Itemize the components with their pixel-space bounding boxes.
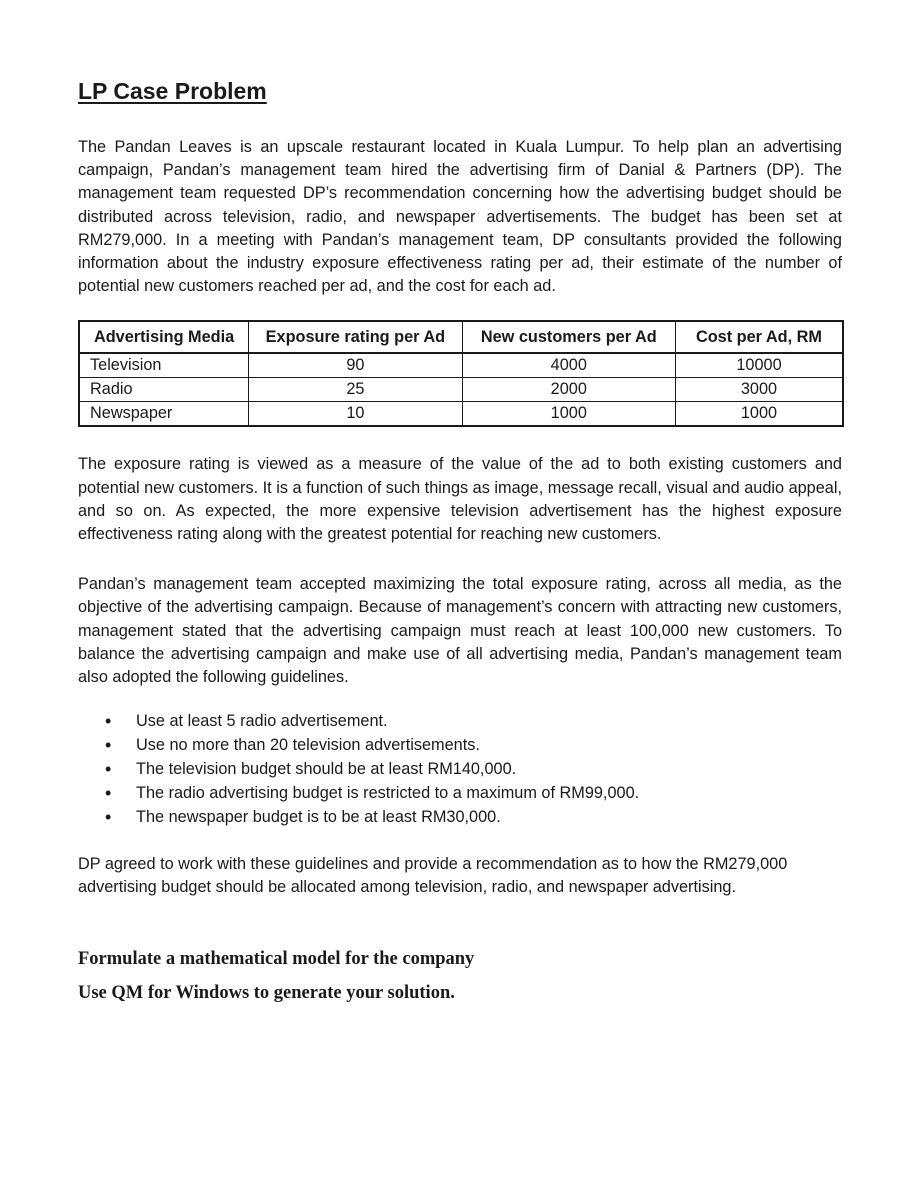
guideline-text: Use no more than 20 television advertisements.: [136, 736, 480, 755]
cell-exposure: 90: [249, 353, 462, 378]
bullet-icon: •: [105, 759, 112, 780]
task-qm-solution: Use QM for Windows to generate your solution.: [78, 982, 455, 1003]
document-page: [78, 76, 842, 1010]
cell-customers: 1000: [462, 402, 675, 427]
header-exposure: Exposure rating per Ad: [249, 321, 462, 353]
cell-media: Newspaper: [79, 402, 249, 427]
objective-paragraph: Pandan’s management team accepted maximizing the total exposure rating, across all media, as the objective of the advertising campaign. Because of management’s concern with attracting new customers, management stated that the advertising campaign must reach at least 100,000 new customers. To balance the advertising campaign and make use of all advertising media, Pandan’s management team also adopted the following guidelines.: [78, 575, 842, 687]
bullet-icon: •: [105, 735, 112, 756]
header-customers: New customers per Ad: [462, 321, 675, 353]
header-cost: Cost per Ad, RM: [675, 321, 843, 353]
cell-media: Radio: [79, 378, 249, 402]
list-item: [105, 757, 842, 781]
cell-cost: 1000: [675, 402, 843, 427]
table-header-row: [79, 321, 843, 353]
task-formulate: Formulate a mathematical model for the company: [78, 948, 475, 969]
cell-exposure: 10: [249, 402, 462, 427]
intro-paragraph: The Pandan Leaves is an upscale restaurant located in Kuala Lumpur. To help plan an advertising campaign, Pandan’s management team hired the advertising firm of Danial & Partners (DP). The management team requested DP’s recommendation concerning how the advertising budget should be distributed across television, radio, and newspaper advertisements. The budget has been set at RM279,000. In a meeting with Pandan’s management team, DP consultants provided the following information about the industry exposure effectiveness rating per ad, their estimate of the number of potential new customers reached per ad, and the cost for each ad.: [78, 138, 842, 296]
exposure-paragraph: The exposure rating is viewed as a measure of the value of the ad to both existing customers and potential new customers. It is a function of such things as image, message recall, visual and audio appeal, and so on. As expected, the more expensive television advertisement has the highest exposure effectiveness rating along with the greatest potential for reaching new customers.: [78, 455, 842, 544]
bullet-icon: •: [105, 783, 112, 804]
bullet-icon: •: [105, 711, 112, 732]
list-item: [105, 805, 842, 829]
header-media: Advertising Media: [79, 321, 249, 353]
cell-exposure: 25: [249, 378, 462, 402]
guidelines-list: [78, 709, 842, 829]
cell-cost: 3000: [675, 378, 843, 402]
bullet-icon: •: [105, 807, 112, 828]
table-row: [79, 378, 843, 402]
cell-media: Television: [79, 353, 249, 378]
guideline-text: The newspaper budget is to be at least RM30,000.: [136, 808, 501, 827]
conclusion-paragraph: DP agreed to work with these guidelines and provide a recommendation as to how the RM279,000 advertising budget should be allocated among television, radio, and newspaper advertising.: [78, 855, 788, 897]
task-instructions: [78, 942, 842, 1010]
guideline-text: The radio advertising budget is restricted to a maximum of RM99,000.: [136, 784, 640, 803]
list-item: [105, 709, 842, 733]
guideline-text: The television budget should be at least RM140,000.: [136, 760, 517, 779]
page-title: LP Case Problem: [78, 78, 267, 104]
cell-customers: 4000: [462, 353, 675, 378]
table-row: [79, 353, 843, 378]
list-item: [105, 733, 842, 757]
media-table: [78, 320, 844, 427]
cell-customers: 2000: [462, 378, 675, 402]
list-item: [105, 781, 842, 805]
table-row: [79, 402, 843, 427]
cell-cost: 10000: [675, 353, 843, 378]
guideline-text: Use at least 5 radio advertisement.: [136, 712, 388, 731]
